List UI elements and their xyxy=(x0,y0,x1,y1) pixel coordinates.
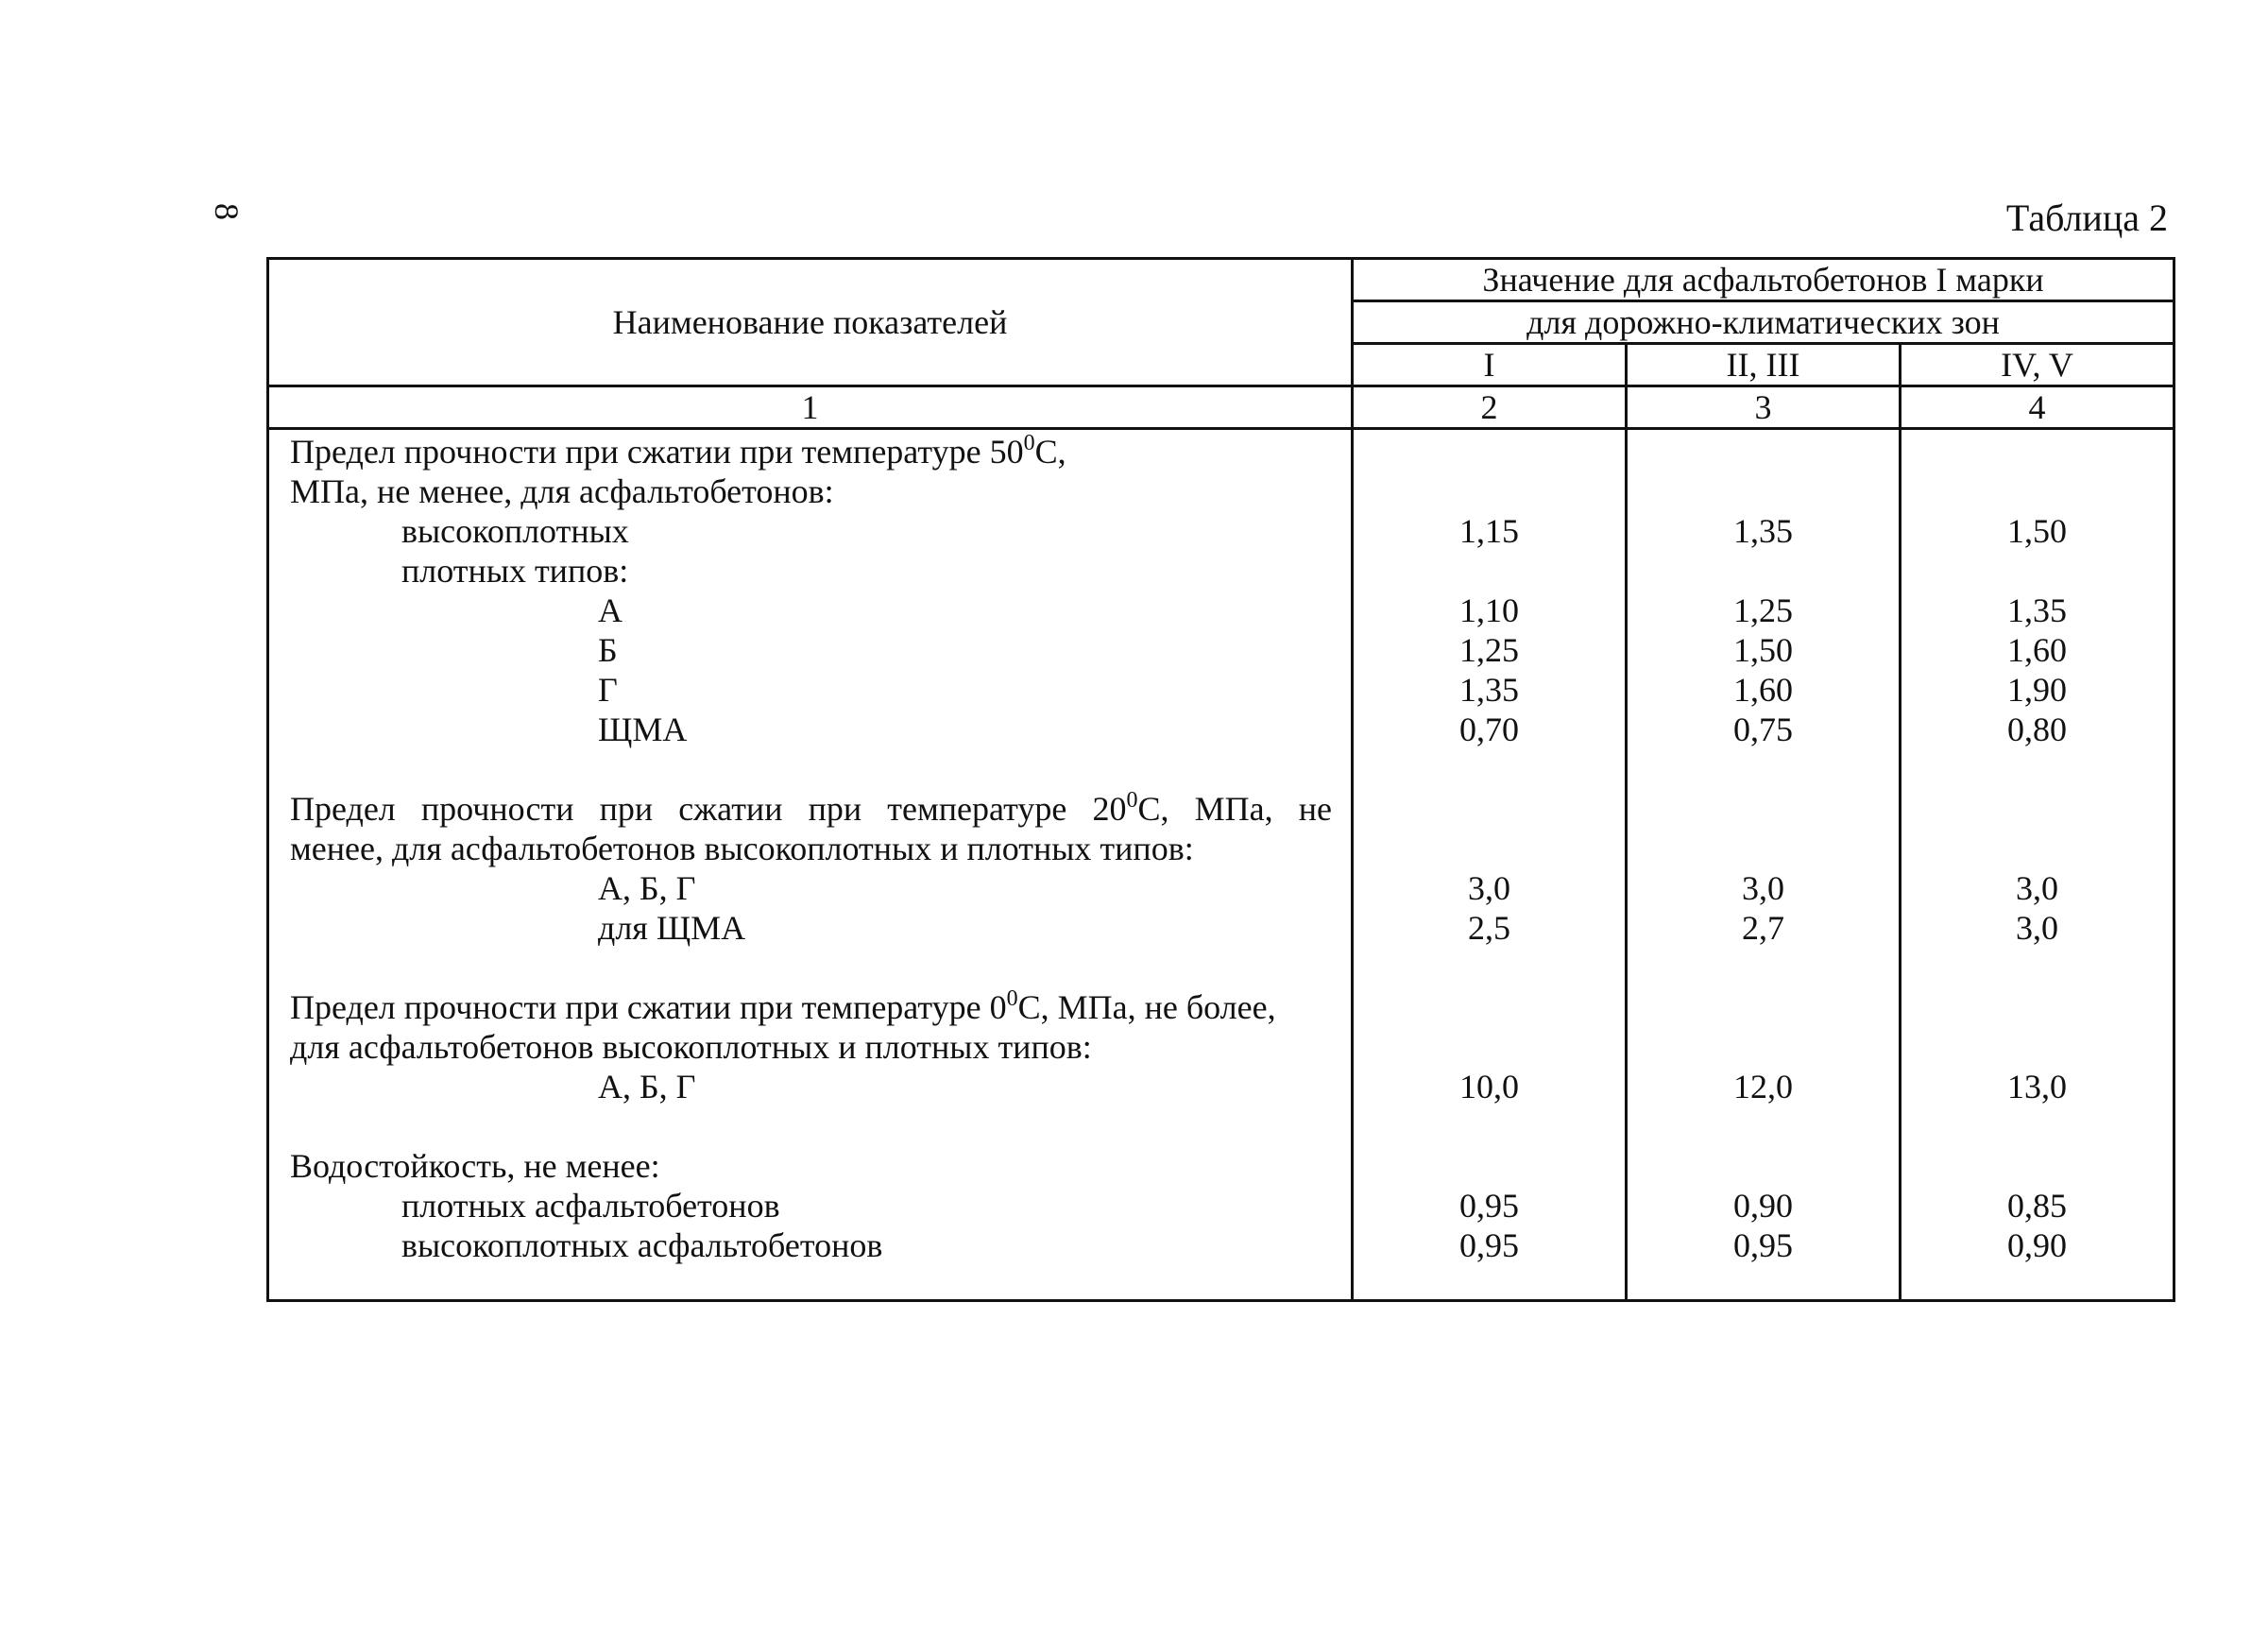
value-cell: 0,75 xyxy=(1733,711,1793,748)
row-label: Г xyxy=(598,671,618,709)
header-zone: II, III xyxy=(1627,344,1901,386)
section-title-line: Водостойкость, не менее: xyxy=(290,1147,660,1185)
value-cell: 0,95 xyxy=(1459,1187,1519,1225)
value-cell xyxy=(1628,551,1899,591)
value-cell: 2,5 xyxy=(1468,909,1510,947)
row-label: А xyxy=(598,591,622,629)
values-column-zone-2 xyxy=(1627,429,1901,1301)
value-cell: 1,60 xyxy=(1733,671,1793,709)
table-title: Таблица 2 xyxy=(2005,197,2168,239)
properties-table xyxy=(266,257,2175,1302)
value-cell: 1,35 xyxy=(2007,591,2068,629)
row-label: А, Б, Г xyxy=(598,1068,696,1105)
value-cell: 0,95 xyxy=(1733,1226,1793,1264)
value-cell: 1,10 xyxy=(1459,591,1519,629)
row-label: Б xyxy=(598,631,618,669)
value-cell xyxy=(1901,551,2173,591)
row-label: высокоплотных асфальтобетонов xyxy=(401,1226,883,1264)
value-cell: 0,85 xyxy=(2007,1187,2068,1225)
header-zone: I xyxy=(1353,344,1627,386)
section-title-text: Предел прочности при сжатии при температуре $50^0С$, xyxy=(290,432,1066,471)
value-cell: 1,25 xyxy=(1459,631,1519,669)
value-cell xyxy=(1354,551,1625,591)
column-number: 3 xyxy=(1627,386,1901,429)
column-number: 1 xyxy=(268,386,1353,429)
value-cell: 0,80 xyxy=(2007,711,2068,748)
labels-column xyxy=(268,429,1353,1301)
value-cell: 1,60 xyxy=(2007,631,2068,669)
value-cell: 2,7 xyxy=(1742,909,1784,947)
value-cell: 0,70 xyxy=(1459,711,1519,748)
row-label: для ЩМА xyxy=(598,909,746,947)
value-cell: 0,95 xyxy=(1459,1226,1519,1264)
row-label: плотных асфальтобетонов xyxy=(401,1187,780,1225)
section-title-line: Предел прочности при сжатии при температуре $20^0С$, МПа, не xyxy=(290,789,1332,828)
value-cell: 0,90 xyxy=(2007,1226,2068,1264)
value-cell: 1,25 xyxy=(1733,591,1793,629)
section-title-line: МПа, не менее, для асфальтобетонов: xyxy=(290,472,834,510)
value-cell: 1,15 xyxy=(1459,512,1519,550)
value-cell: 13,0 xyxy=(2007,1068,2068,1105)
value-cell: 1,50 xyxy=(2007,512,2068,550)
row-label: высокоплотных xyxy=(401,512,629,550)
value-cell: 0,90 xyxy=(1733,1187,1793,1225)
value-cell: 1,90 xyxy=(2007,671,2068,709)
value-cell: 3,0 xyxy=(2016,909,2059,947)
column-number: 2 xyxy=(1353,386,1627,429)
value-cell: 3,0 xyxy=(1468,869,1510,907)
row-label: плотных типов: xyxy=(401,552,629,590)
value-cell: 1,50 xyxy=(1733,631,1793,669)
page-number: 8 xyxy=(208,203,246,220)
header-value-group-line2: для дорожно-климатических зон xyxy=(1353,301,2174,344)
header-name-column: Наименование показателей xyxy=(268,259,1353,386)
values-column-zone-3 xyxy=(1901,429,2174,1301)
row-label: А, Б, Г xyxy=(598,869,696,907)
value-cell: 1,35 xyxy=(1459,671,1519,709)
value-cell: 3,0 xyxy=(2016,869,2059,907)
value-cell: 10,0 xyxy=(1459,1068,1519,1105)
section-title-line xyxy=(290,432,1332,471)
row-label: ЩМА xyxy=(598,711,688,748)
column-number: 4 xyxy=(1901,386,2174,429)
section-title-line: для асфальтобетонов высокоплотных и плотных типов: xyxy=(290,1028,1092,1066)
header-value-group-line1: Значение для асфальтобетонов I марки xyxy=(1353,259,2174,301)
section-title-line: Предел прочности при сжатии при температуре $0^0С$, МПа, не более, xyxy=(290,987,1276,1026)
value-cell: 12,0 xyxy=(1733,1068,1793,1105)
values-column-zone-1 xyxy=(1353,429,1627,1301)
value-cell: 1,35 xyxy=(1733,512,1793,550)
header-zone: IV, V xyxy=(1901,344,2174,386)
section-title-line: менее, для асфальтобетонов высокоплотных и плотных типов: xyxy=(290,830,1194,867)
value-cell: 3,0 xyxy=(1742,869,1784,907)
